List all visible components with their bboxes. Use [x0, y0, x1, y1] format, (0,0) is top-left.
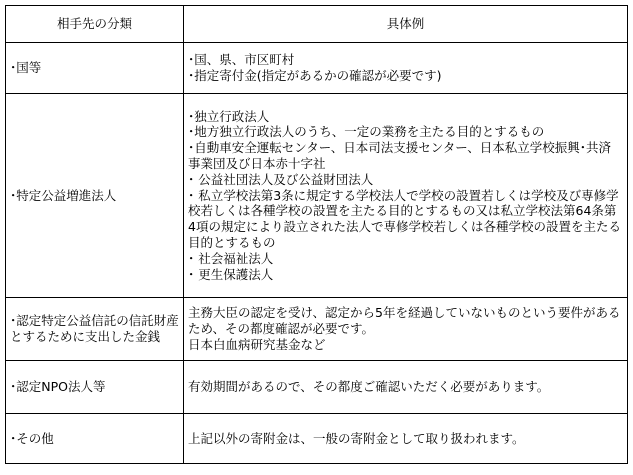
table-row [6, 94, 628, 298]
row-category: ･その他 [6, 414, 184, 464]
row-examples [184, 361, 628, 414]
example-line: ･ 更生保護法人 [188, 266, 274, 282]
row-category [6, 298, 184, 361]
category-text: ･認定特定公益信託の信託財産とするために支出した金銭 [10, 313, 179, 344]
row-examples [184, 414, 628, 464]
example-line: ･独立行政法人 [188, 108, 270, 124]
row-examples [184, 298, 628, 361]
table-row [6, 414, 628, 464]
example-line: 有効期間があるので、その都度ご確認いただく必要があります。 [188, 379, 550, 395]
example-line: ･ 公益社団法人及び公益財団法人 [188, 171, 374, 187]
example-line: 主務大臣の認定を受け、認定から5年を経過していないものという要件があるため、その都度確認が必要です。 [188, 305, 621, 337]
table-row [6, 298, 628, 361]
example-line: 日本白血病研究基金など [188, 336, 326, 352]
example-line: ･自動車安全運転センター、日本司法支援センター、日本私立学校振興･共済事業団及び日本赤十字社 [188, 140, 612, 171]
table-row [6, 43, 628, 94]
example-line: ･地方独立行政法人のうち、一定の業務を主たる目的とするもの [188, 124, 545, 140]
example-line: ･国、県、市区町村 [188, 52, 295, 68]
row-category: ･国等 [6, 43, 184, 94]
row-category: ･特定公益増進法人 [6, 94, 184, 298]
row-category: ･認定NPO法人等 [6, 361, 184, 414]
example-line: ･ 私立学校法第3条に規定する学校法人で学校の設置若しくは学校及び専修学校若しくは各種学校の設置を主たる目的とするもの又は私立学校法第64条第4項の規定により設立された法人で専修学校若しくは各種学校の設置を主たる目的とするもの [188, 187, 621, 250]
table-header-row [6, 6, 628, 43]
example-line: ･指定寄付金(指定があるかの確認が必要です) [188, 68, 442, 83]
donation-category-table [5, 5, 628, 464]
row-examples [184, 94, 628, 298]
example-line: 上記以外の寄附金は、一般の寄附金として取り扱われます。 [188, 430, 525, 446]
row-examples [184, 43, 628, 94]
header-examples: 具体例 [184, 6, 628, 43]
table-row [6, 361, 628, 414]
example-line: ･ 社会福祉法人 [188, 250, 274, 266]
header-category: 相手先の分類 [6, 6, 184, 43]
